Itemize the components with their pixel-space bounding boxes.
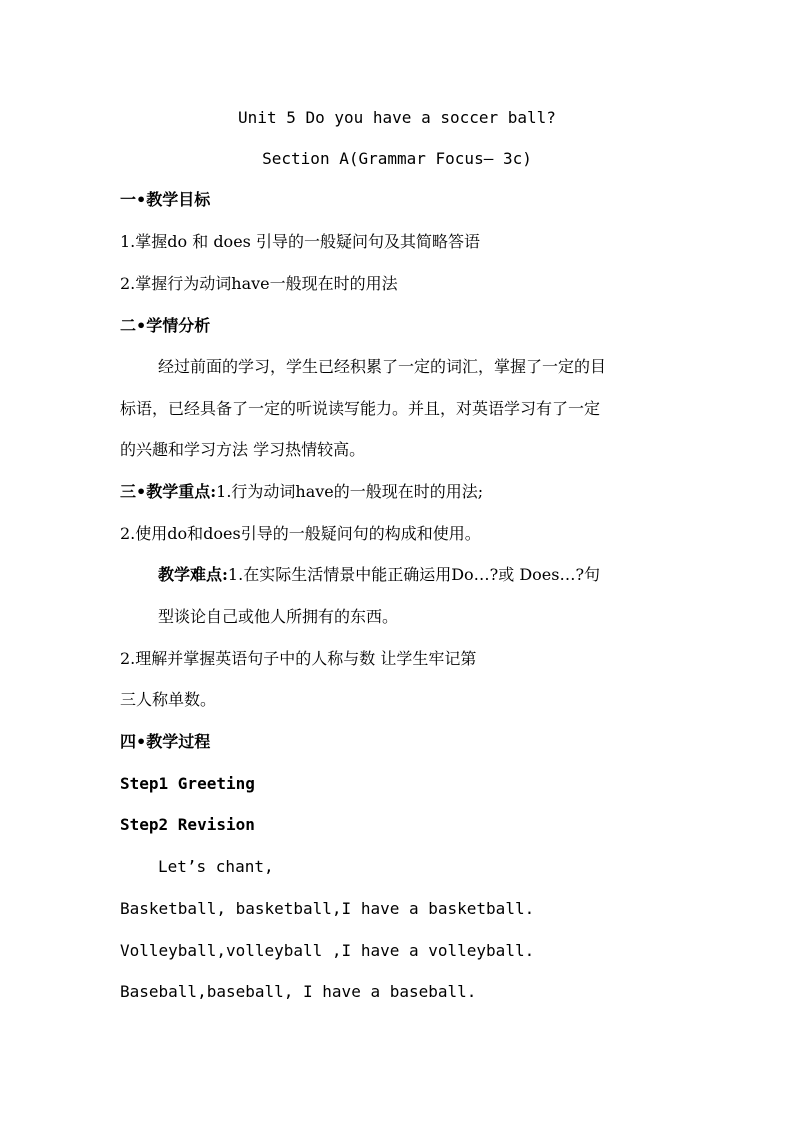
section1-item-2: 2.掌握行为动词have一般现在时的用法 — [120, 274, 398, 293]
section3-heading-line — [120, 481, 680, 503]
difficulty-point-1-cont: 型谈论自己或他人所拥有的东西。 — [158, 607, 399, 626]
section3-heading: 三•教学重点: — [120, 482, 217, 501]
step2-heading: Step2 Revision — [120, 815, 255, 834]
difficulty-point-2-cont: 三人称单数。 — [120, 690, 217, 709]
document-subtitle: Section A(Grammar Focus— 3c) — [262, 149, 532, 168]
chant-intro: Let’s chant, — [158, 857, 274, 876]
difficulty-point-1: 1.在实际生活情景中能正确运用Do…?或 Does…?句 — [227, 565, 601, 584]
difficulty-label: 教学难点: — [158, 565, 228, 584]
document-title: Unit 5 Do you have a soccer ball? — [238, 108, 556, 127]
section2-paragraph-line-2: 标语，已经具备了一定的听说读写能力。并且，对英语学习有了一定 — [120, 399, 601, 418]
chant-line-2: Volleyball,volleyball ,I have a volleyball. — [120, 941, 535, 960]
difficulty-point-2: 2.理解并掌握英语句子中的人称与数 让学生牢记第 — [120, 649, 477, 668]
difficulty-line — [158, 564, 718, 586]
section2-paragraph-line-3: 的兴趣和学习方法 学习热情较高。 — [120, 440, 366, 459]
chant-line-3: Baseball,baseball, I have a baseball. — [120, 982, 477, 1001]
chant-line-1: Basketball, basketball,I have a basketball. — [120, 899, 535, 918]
section3-key-point-2: 2.使用do和does引导的一般疑问句的构成和使用。 — [120, 524, 481, 543]
section3-key-point-1: 1.行为动词have的一般现在时的用法; — [216, 482, 484, 501]
step1-heading: Step1 Greeting — [120, 774, 255, 793]
section1-heading: 一•教学目标 — [120, 190, 211, 209]
section4-heading: 四•教学过程 — [120, 732, 211, 751]
section2-heading: 二•学情分析 — [120, 316, 211, 335]
section1-item-1: 1.掌握do 和 does 引导的一般疑问句及其简略答语 — [120, 232, 480, 251]
section2-paragraph-line-1: 经过前面的学习，学生已经积累了一定的词汇，掌握了一定的目 — [158, 357, 607, 376]
